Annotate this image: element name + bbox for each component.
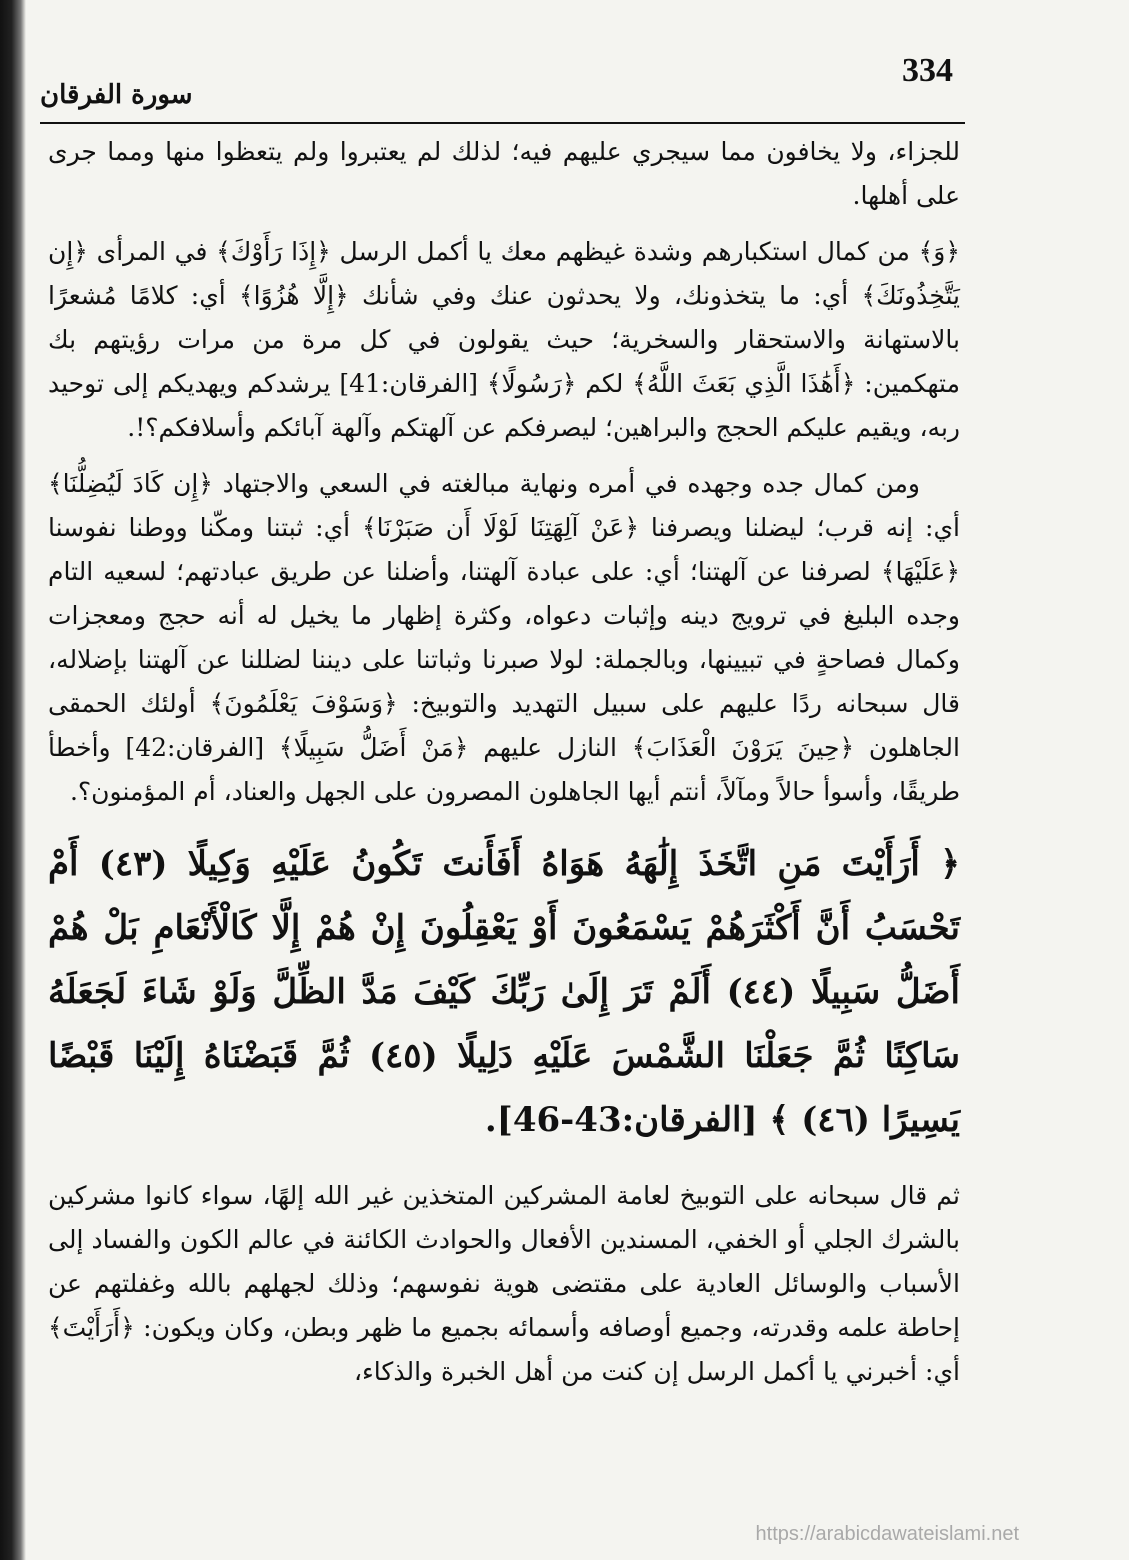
quran-verse-block: ﴿ أَرَأَيْتَ مَنِ اتَّخَذَ إِلَٰهَهُ هَوَاهُ أَفَأَنتَ تَكُونُ عَلَيْهِ وَكِيلًا (٤٣) أَمْ تَحْسَبُ أَنَّ أَكْثَرَهُمْ يَسْمَعُونَ أَوْ يَعْقِلُونَ إِنْ هُمْ إِلَّا كَالْأَنْعَامِ بَلْ هُمْ أَضَلُّ سَبِيلًا (٤٤) أَلَمْ تَرَ إِلَىٰ رَبِّكَ كَيْفَ مَدَّ الظِّلَّ وَلَوْ شَاءَ لَجَعَلَهُ سَاكِنًا ثُمَّ جَعَلْنَا الشَّمْسَ عَلَيْهِ دَلِيلًا (٤٥) ثُمَّ قَبَضْنَاهُ إِلَيْنَا قَبْضًا يَسِيرًا (٤٦) ﴾ [الفرقان:43-46]. [48,844,960,1140]
paragraph-2: ﴿وَ﴾ من كمال استكبارهم وشدة غيظهم معك يا أكمل الرسل ﴿إِذَا رَأَوْكَ﴾ في المرأى ﴿إِن يَتَّخِذُونَكَ﴾ أي: ما يتخذونك، ولا يحدثون عنك وفي شأنك ﴿إِلَّا هُزُوًا﴾ أي: كلامًا مُشعرًا بالاستهانة والاستحقار والسخرية؛ حيث يقولون في كل مرة من مرات رؤيتهم بك متهكمين: ﴿أَهَٰذَا الَّذِي بَعَثَ اللَّهُ﴾ لكم ﴿رَسُولًا﴾ [الفرقان:41] يرشدكم ويهديكم إلى توحيد ربه، ويقيم عليكم الحجج والبراهين؛ ليصرفكم عن آلهتكم وآلهة آبائكم وأسلافكم؟!. [48,237,960,442]
paragraph-1: للجزاء، ولا يخافون مما سيجري عليهم فيه؛ لذلك لم يعتبروا ولم يتعظوا منها ومما جرى على أهلها. [48,137,960,210]
paragraph-3: ومن كمال جده وجهده في أمره ونهاية مبالغته في السعي والاجتهاد ﴿إِن كَادَ لَيُضِلُّنَا﴾ أي: إنه قرب؛ ليضلنا ويصرفنا ﴿عَنْ آلِهَتِنَا لَوْلَا أَن صَبَرْنَا﴾ أي: ثبتنا ومكّنا ووطنا نفوسنا ﴿عَلَيْهَا﴾ لصرفنا عن آلهتنا؛ أي: على عبادة آلهتنا، وأضلنا عن طريق عبادتهم؛ لسعيه التام وجده البليغ في ترويج دينه وإثبات دعواه، وكثرة إظهار ما يخيل له أنه حجج ومعجزات وكمال فصاحةٍ في تبيينها، وبالجملة: لولا صبرنا وثباتنا على ديننا لضللنا عن آلهتنا بإضلاله، قال سبحانه ردًا عليهم على سبيل التهديد والتوبيخ: ﴿وَسَوْفَ يَعْلَمُونَ﴾ أولئك الحمقى الجاهلون ﴿حِينَ يَرَوْنَ الْعَذَابَ﴾ النازل عليهم ﴿مَنْ أَضَلُّ سَبِيلًا﴾ [الفرقان:42] وأخطأ طريقًا، وأسوأ حالاً ومآلاً، أنتم أيها الجاهلون المصرون على الجهل والعناد، أم المؤمنون؟. [48,469,960,806]
running-title: سورة الفرقان [40,80,193,110]
source-watermark: https://arabicdawateislami.net [755,1523,1019,1545]
scan-shadow-edge [0,0,26,1560]
header-divider [40,122,965,124]
page-body [48,130,960,1406]
page-header [40,52,965,122]
page-number: 334 [902,52,953,89]
paragraph-4: ثم قال سبحانه على التوبيخ لعامة المشركين المتخذين غير الله إلهًا، سواء كانوا مشركين بالشرك الجلي أو الخفي، المسندين الأفعال والحوادث الكائنة في عالم الكون والفساد إلى الأسباب والوسائل العادية على مقتضى هوية نفوسهم؛ وذلك لجهلهم بالله وغفلتهم عن إحاطة علمه وقدرته، وجميع أوصافه وأسمائه بجميع ما ظهر وبطن، وكان ويكون: ﴿أَرَأَيْتَ﴾ أي: أخبرني يا أكمل الرسل إن كنت من أهل الخبرة والذكاء، [48,1181,960,1386]
